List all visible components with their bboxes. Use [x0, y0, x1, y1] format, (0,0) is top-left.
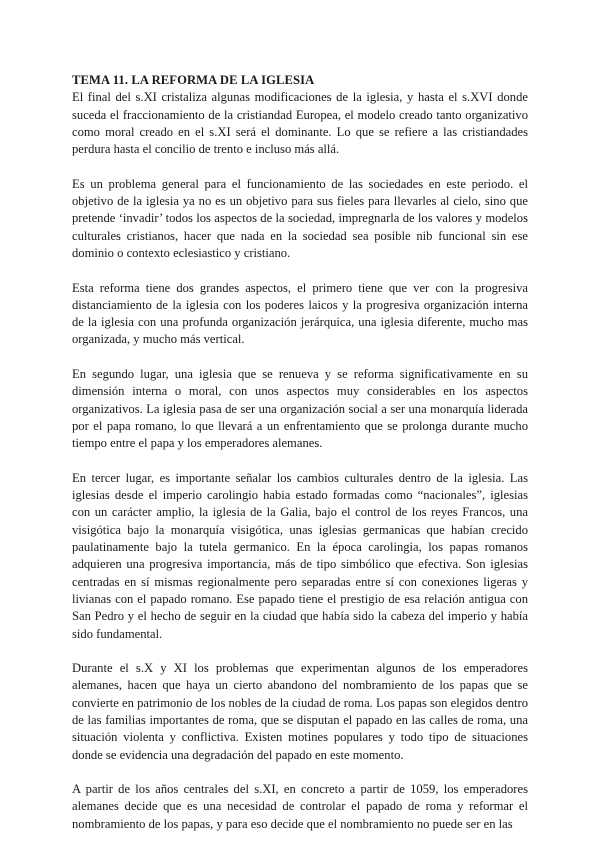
document-title: TEMA 11. LA REFORMA DE LA IGLESIA: [72, 73, 315, 87]
paragraph-3: Esta reforma tiene dos grandes aspectos, el primero tiene que ver con la progresiva distanciamiento de la iglesia con los poderes laicos y la progresiva organización interna de la iglesia con una profunda organización jerárquica, una iglesia diferente, mucho mas organizada, y mucho más vertical.: [72, 280, 528, 347]
paragraph-7: A partir de los años centrales del s.XI, en concreto a partir de 1059, los emperadores alemanes decide que es una necesidad de controlar el papado de roma y reformar el nombramiento de los papas, y para eso decide que el nombramiento no puede ser en las: [72, 782, 528, 831]
paragraph-4: En segundo lugar, una iglesia que se renueva y se reforma significativamente en su dimensión interna o moral, con unos aspectos muy considerables en los aspectos organizativos. La iglesia pasa de ser una organización social a ser una monarquía liderada por el papa romano, lo que llevará a un enfrentamiento que se prolonga durante mucho tiempo entre el papa y los emperadores alemanes.: [72, 367, 528, 451]
paragraph-1: El final del s.XI cristaliza algunas modificaciones de la iglesia, y hasta el s.XVI donde suceda el fraccionamiento de la cristiandad Europea, el modelo creado tanto organizativo como moral creado en el s.XI será el dominante. Lo que se refiere a las cristiandades perdura hasta el concilio de trento e incluso más allá.: [72, 90, 528, 157]
paragraph-6: Durante el s.X y XI los problemas que experimentan algunos de los emperadores alemanes, hacen que haya un cierto abandono del nombramiento de los papas que se convierte en patrimonio de los nobles de la ciudad de roma. Los papas son elegidos dentro de las familias importantes de roma, que se disputan el papado en las calles de roma, una situación violenta y conflictiva. Existen motines populares y todo tipo de situaciones donde se evidencia una degradación del papado en este momento.: [72, 661, 528, 762]
paragraph-5: En tercer lugar, es importante señalar los cambios culturales dentro de la iglesia. Las iglesias desde el imperio carolingio habia estado formadas como “nacionales”, iglesias con un carácter amplio, la iglesia de la Galia, bajo el control de los reyes Francos, una visigótica bajo la monarquía visigótica, unas iglesias germanicas que habían crecido paulatinamente bajo la tutela germanico. En la época carolingia, los papas romanos adquieren una progresiva importancia, más de tipo simbólico que efectiva. Son iglesias centradas en sí mismas regionalmente pero separadas entre sí con conexiones ligeras y livianas con el papado romano. Ese papado tiene el prestigio de esa relación antigua con San Pedro y el hecho de seguir en la ciudad que había sido la cabeza del imperio y había sido fundamental.: [72, 470, 528, 641]
paragraph-2: Es un problema general para el funcionamiento de las sociedades en este periodo. el objetivo de la iglesia ya no es un objetivo para sus fieles para llevarles al cielo, sino que pretende ‘invadir’ todos los aspectos de la sociedad, impregnarla de los valores y modelos culturales cristianos, hacer que nada en la sociedad sea posible nib funcional sin ese dominio o contexto eclesiastico y cristiano.: [72, 176, 528, 260]
